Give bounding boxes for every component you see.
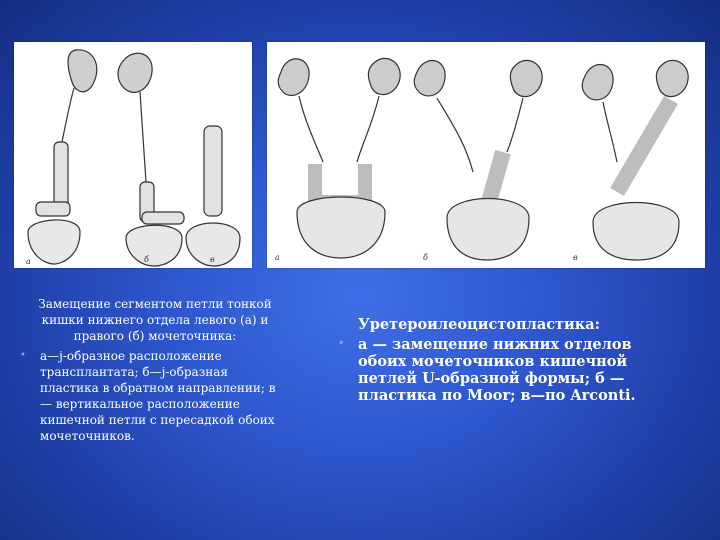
figure-a-left bbox=[28, 50, 97, 264]
right-illustration-panel bbox=[267, 42, 705, 268]
left-caption bbox=[20, 296, 290, 444]
ureteroileocystoplasty-illustration bbox=[267, 42, 705, 268]
figure-c-left bbox=[186, 126, 240, 266]
left-caption-bullet-text: а—j-образное расположение трансплантата; б—j-образная пластика в обратном направлении; в — вертикальное расположение кишечной петли с пересадкой обоих мочеточников. bbox=[40, 349, 276, 443]
right-caption bbox=[338, 316, 683, 404]
figure-label-b-right: б bbox=[423, 253, 428, 262]
figure-label-a-right: а bbox=[275, 253, 280, 262]
figure-b-left bbox=[118, 53, 184, 266]
right-caption-bullet-text: а — замещение нижних отделов обоих мочеточников кишечной петлей U-образной формы; б — пластика по Moor; в—по Arconti. bbox=[358, 336, 636, 404]
left-caption-heading: Замещение сегментом петли тонкой кишки нижнего отдела левого (а) и правого (б) мочеточника: bbox=[38, 297, 272, 343]
bullet-icon: • bbox=[338, 338, 345, 349]
figure-b-right bbox=[414, 60, 542, 260]
left-illustration-panel bbox=[14, 42, 252, 268]
figure-label-a-left: а bbox=[26, 257, 31, 266]
figure-label-c-left: в bbox=[210, 255, 215, 264]
right-caption-bullet-item bbox=[338, 336, 683, 404]
figure-c-right bbox=[582, 60, 688, 260]
left-caption-bullet-item bbox=[20, 348, 290, 444]
figure-label-c-right: в bbox=[573, 253, 578, 262]
bullet-icon: • bbox=[20, 350, 26, 361]
figure-label-b-left: б bbox=[144, 255, 149, 264]
right-caption-heading: Уретероилеоцистопластика: bbox=[358, 316, 600, 333]
figure-a-right bbox=[278, 58, 400, 258]
ureter-replacement-illustration-left bbox=[14, 42, 252, 268]
